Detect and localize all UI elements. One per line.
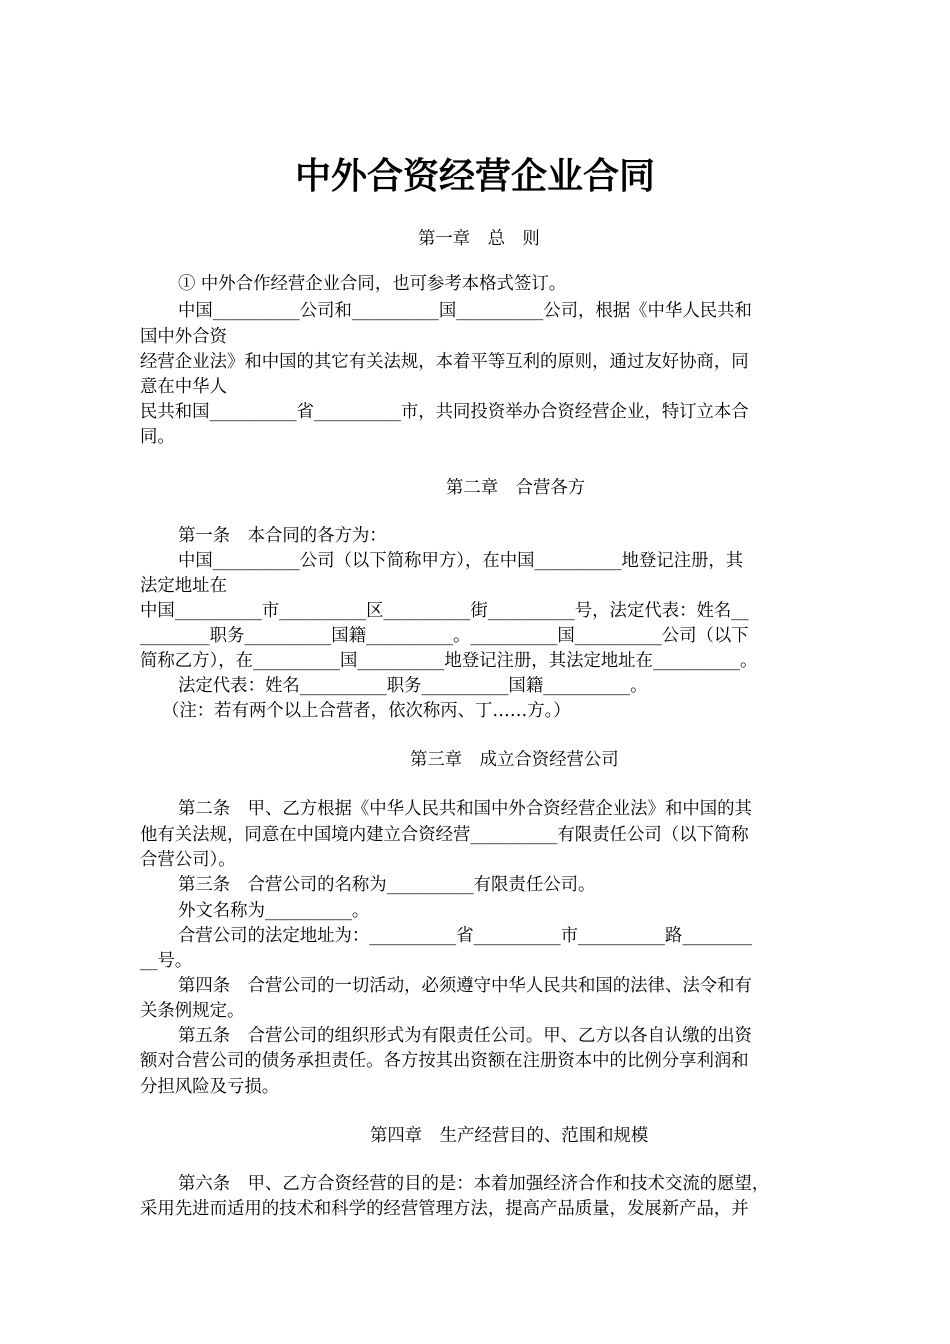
paragraph-line: 第三条 合营公司的名称为__________有限责任公司。 xyxy=(178,875,596,895)
note-line: （注：若有两个以上合营者，依次称丙、丁……方。） xyxy=(162,701,571,721)
paragraph-line: 意在中华人 xyxy=(140,377,227,397)
paragraph-line: 中国__________市__________区__________街__________号，法定代表：姓名__ xyxy=(140,601,749,621)
paragraph-line: 第六条 甲、乙方合资经营的目的是：本着加强经济合作和技术交流的愿望， xyxy=(178,1174,770,1194)
paragraph-line: 第五条 合营公司的组织形式为有限责任公司。甲、乙方以各自认缴的出资 xyxy=(178,1026,752,1046)
paragraph-line: 采用先进而适用的技术和科学的经营管理方法，提高产品质量，发展新产品，并 xyxy=(140,1199,749,1219)
paragraph-line: 第二条 甲、乙方根据《中华人民共和国中外合资经营企业法》和中国的其 xyxy=(178,799,752,819)
paragraph-line: 他有关法规，同意在中国境内建立合资经营__________有限责任公司（以下简称 xyxy=(140,825,749,845)
paragraph-line: 分担风险及亏损。 xyxy=(140,1077,280,1097)
paragraph-line: 经营企业法》和中国的其它有关法规，本着平等互利的原则，通过友好协商，同 xyxy=(140,352,749,372)
chapter-2-heading: 第二章 合营各方 xyxy=(446,478,586,498)
chapter-1-heading: 第一章 总 则 xyxy=(418,229,540,249)
paragraph-line: 中国__________公司和__________国__________公司，根据《中华人民共和 xyxy=(178,301,752,321)
paragraph-line: 国中外合资 xyxy=(140,327,227,347)
paragraph-line: 中国__________公司（以下简称甲方），在中国__________地登记注册，其 xyxy=(178,551,744,571)
paragraph-line: ________职务__________国籍__________。__________国__________公司（以下 xyxy=(140,626,749,646)
paragraph-line: 外文名称为__________。 xyxy=(178,901,370,921)
paragraph-line: 合营公司的法定地址为：__________省__________市__________路________ xyxy=(178,926,752,946)
paragraph-line: 民共和国__________省__________市，共同投资举办合资经营企业，特订立本合 xyxy=(140,402,749,422)
paragraph-line: 法定地址在 xyxy=(140,576,227,596)
chapter-4-heading: 第四章 生产经营目的、范围和规模 xyxy=(370,1126,649,1146)
paragraph-line: 第四条 合营公司的一切活动，必须遵守中华人民共和国的法律、法令和有 xyxy=(178,976,752,996)
paragraph-line: 关条例规定。 xyxy=(140,1001,245,1021)
chapter-3-heading: 第三章 成立合资经营公司 xyxy=(410,750,619,770)
paragraph-line: ① 中外合作经营企业合同，也可参考本格式签订。 xyxy=(178,274,567,294)
paragraph-line: 第一条 本合同的各方为： xyxy=(178,526,387,546)
paragraph-line: 合营公司）。 xyxy=(140,850,236,870)
document-title: 中外合资经营企业合同 xyxy=(294,156,655,197)
paragraph-line: __号。 xyxy=(140,951,193,971)
paragraph-line: 简称乙方），在__________国__________地登记注册，其法定地址在__________。 xyxy=(140,651,758,671)
paragraph-line: 额对合营公司的债务承担责任。各方按其出资额在注册资本中的比例分享利润和 xyxy=(140,1051,749,1071)
paragraph-line: 同。 xyxy=(140,427,175,447)
paragraph-line: 法定代表：姓名__________职务__________国籍__________。 xyxy=(178,676,648,696)
